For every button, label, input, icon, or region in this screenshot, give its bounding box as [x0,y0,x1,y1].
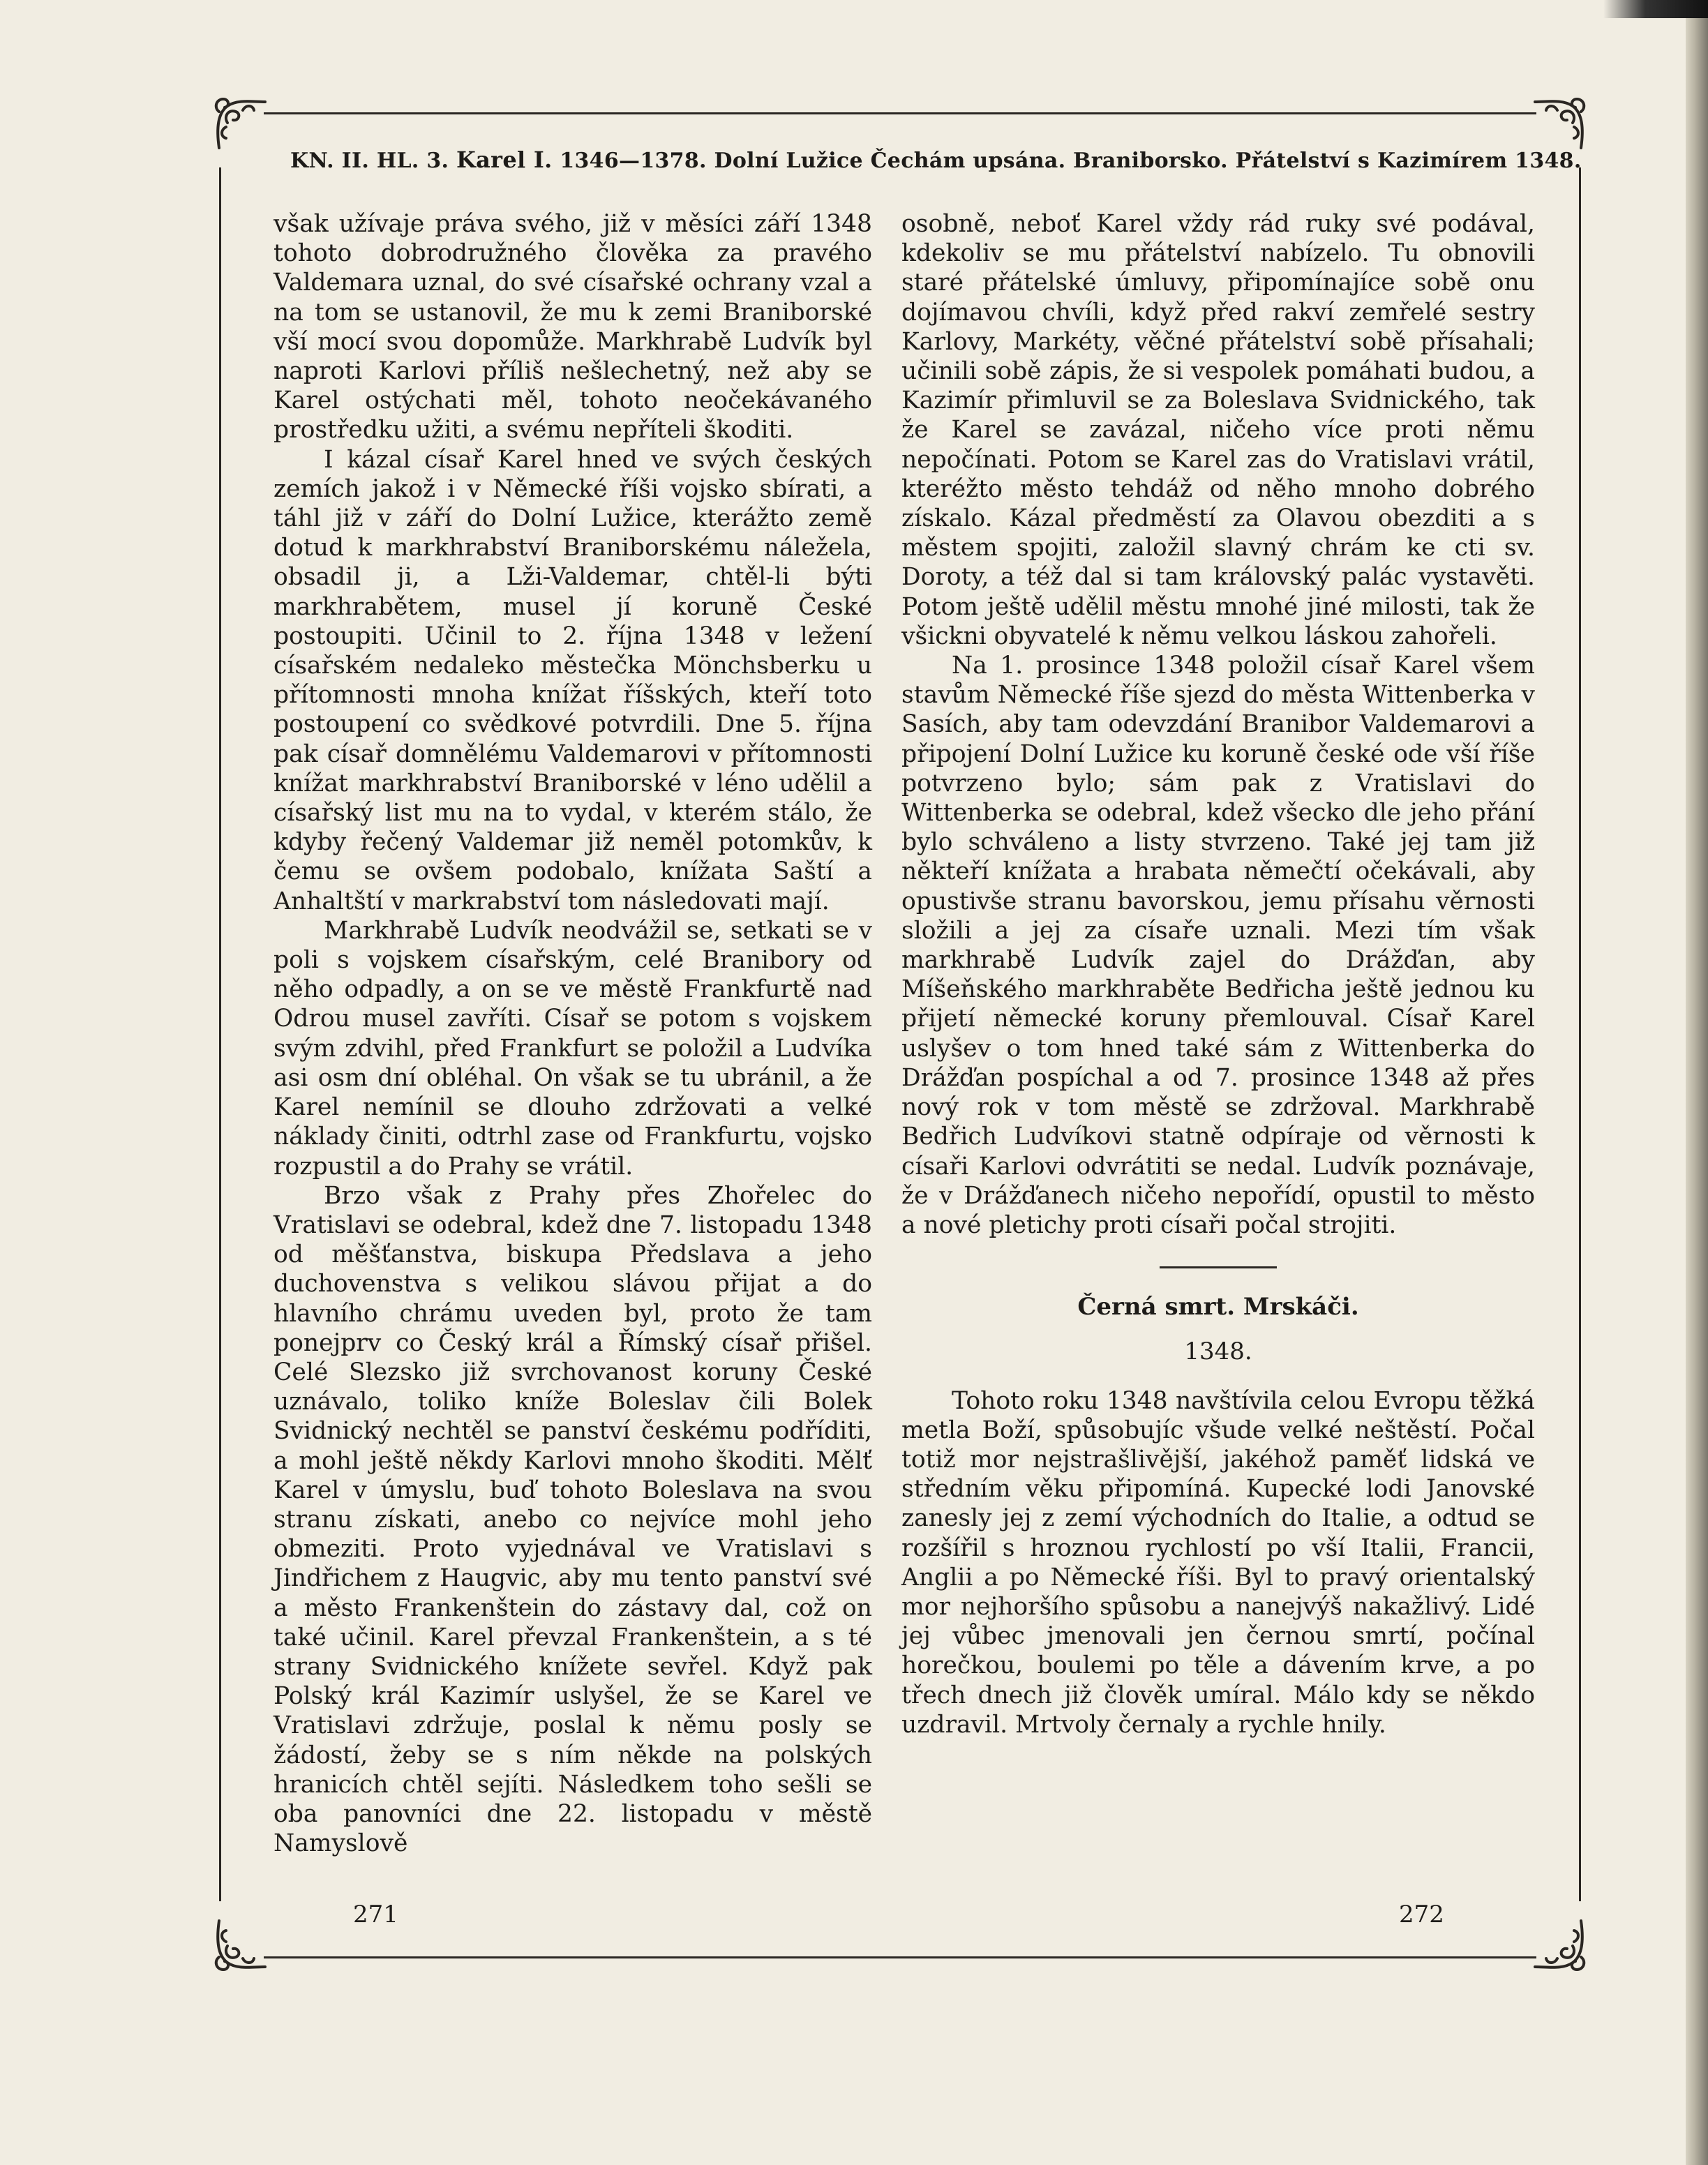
paragraph: osobně, neboť Karel vždy rád ruky své podával, kdekoliv se mu přátelství nabízelo. Tu obnovili staré přátelské úmluvy, připomínajíce sobě onu dojímavou chvíli, když před rakví zemřelé sestry Karlovy, Markéty, věčné přátelství sobě přísahali; učinili sobě zápis, že si vespolek pomáhati budou, a Kazimír přimluvil se za Boleslava Svidnického, tak že Karel se zavázal, ničeho více proti němu nepočínati. Potom se Karel zas do Vratislavi vrátil, kteréžto město tehdáž od něho mnoho dobrého získalo. Kázal předměstí za Olavou obezditi a s městem spojiti, založil slavný chrám ke cti sv. Doroty, a též dal si tam královský palác vystavěti. Potom ještě udělil městu mnohé jiné milosti, tak že všickni obyvatelé k němu velkou láskou zahořeli. [901,210,1535,650]
running-head-name: Karel I. [456,147,553,173]
section-title: Černá smrt. Mrskáči. [1077,1293,1359,1321]
binding-gutter [1686,0,1708,2165]
paragraph: Tohoto roku 1348 navštívila celou Evropu těžká metla Boží, spůsobujíc všude velké neštěstí. Počal totiž mor nejstrašlivější, jakéhož paměť lidská ve středním věku připomíná. Kupecké lodi Janovské zanesly jej z zemí východních do Italie, a odtud se rozšířil s hroznou rychlostí po vší Italii, Francii, Anglii a po Německé říši. Byl to pravý orientalský mor nejhoršího spůsobu a nanejvýš nakažlivý. Lidé jej vůbec jmenovali jen černou smrtí, počínal horečkou, boulemi po těle a dávením krve, a po třech dnech již člověk umíral. Málo kdy se někdo uzdravil. Mrtvoly černaly a rychle hnily. [901,1386,1535,1739]
frame-top-rule [264,112,1536,114]
frame-left-rule [219,167,221,1901]
frame-right-rule [1579,167,1581,1901]
frame-bottom-rule [264,1956,1536,1958]
left-column [274,209,872,1858]
corner-ornament-icon [1528,1914,1591,1977]
right-column [901,209,1535,1739]
page-number-right: 272 [1399,1901,1444,1928]
page-number-left: 271 [353,1901,398,1928]
paragraph: Brzo však z Prahy přes Zhořelec do Vratislavi se odebral, kdež dne 7. listopadu 1348 od měšťanstva, biskupa Předslava a jeho duchovenstva s velikou slávou přijat a do hlavního chrámu uveden byl, proto že tam ponejprv co Český král a Římský císař přišel. Celé Slezsko již svrchovanost koruny České uznávalo, toliko kníže Boleslav čili Bolek Svidnický nechtěl se panství českému podříditi, a mohl ještě někdy Karlovi mnoho škoditi. Mělť Karel v úmyslu, buď tohoto Boleslava na svou stranu získati, anebo co nejvíce mohl jeho obmeziti. Proto vyjednával ve Vratislavi s Jindřichem z Haugvic, aby mu tento panství své a město Frankenštein do zástavy dal, což on také učinil. Karel převzal Frankenštein, a s té strany Svidnického knížete sevřel. Když pak Polský král Kazimír uslyšel, že se Karel ve Vratislavi zdržuje, poslal k němu posly se žádostí, žeby se s ním někde na polských hranicích chtěl sejíti. Následkem toho sešli se oba panovníci dne 22. listopadu v městě Namyslově [274,1181,872,1858]
paragraph: I kázal císař Karel hned ve svých českých zemích jakož i v Německé říši vojsko sbírati, a táhl již v září do Dolní Lužice, kterážto země dotud k markhrabství Braniborskému náležela, obsadil ji, a Lži-Valdemar, chtěl-li býti markhrabětem, musel jí koruně České postoupiti. Učinil to 2. října 1348 v ležení císařském nedaleko městečka Mönchsberku u přítomnosti mnoha knížat říšských, kteří toto postoupení co svědkové potvrdili. Dne 5. října pak císař domnělému Valdemarovi v přítomnosti knížat markhrabství Braniborské v léno udělil a císařský list mu na to vydal, v kterém stálo, že kdyby řečený Valdemar již neměl potomkův, k čemu se ovšem podobalo, knížata Saští a Anhaltští v markrabství tom následovati mají. [274,445,872,915]
running-head-prefix: KN. II. HL. 3. [290,149,457,173]
running-head [290,147,1582,173]
binding-shadow [1603,0,1708,18]
corner-ornament-icon [209,92,272,155]
corner-ornament-icon [1528,92,1591,155]
running-head-rest: 1346—1378. Dolní Lužice Čechám upsána. Braniborsko. Přátelství s Kazimírem 1348. [552,149,1582,173]
paragraph: Na 1. prosince 1348 položil císař Karel všem stavům Německé říše sjezd do města Wittenberka v Sasích, aby tam odevzdání Branibor Valdemarovi a připojení Dolní Lužice ku koruně české ode vší říše potvrzeno bylo; sám pak z Vratislavi do Wittenberka se odebral, kdež všecko dle jeho přání bylo schváleno a listy stvrzeno. Také jej tam již někteří knížata a hrabata němečtí očekávali, aby opustivše stranu bavorskou, jemu přísahu věrnosti složili a jej za císaře uznali. Mezi tím však markhrabě Ludvík zajel do Drážďan, aby Míšeňského markhraběte Bedřicha ještě jednou ku přijetí německé koruny přemlouval. Císař Karel uslyšev o tom hned také sám z Wittenberka do Drážďan pospíchal a od 7. prosince 1348 až přes nový rok v tom městě se zdržoval. Markhrabě Bedřich Ludvíkovi statně odpíraje od věrnosti k císaři Karlovi odvrátiti se nedal. Ludvík poznávaje, že v Drážďanech ničeho nepořídí, opustil to město a nové pletichy proti císaři počal strojiti. [901,652,1535,1239]
corner-ornament-icon [209,1914,272,1977]
section-year: 1348. [1184,1338,1252,1366]
section-separator [1160,1266,1277,1268]
paragraph: Markhrabě Ludvík neodvážil se, setkati se v poli s vojskem císařským, celé Branibory od něho odpadly, a on se ve městě Frankfurtě nad Odrou musel zavříti. Císař se potom s vojskem svým zdvihl, před Frankfurt se položil a Ludvíka asi osm dní obléhal. On však se tu ubránil, a že Karel nemínil se dlouho zdržovati a velké náklady činiti, odtrhl zase od Frankfurtu, vojsko rozpustil a do Prahy se vrátil. [274,916,872,1181]
paragraph: však užívaje práva svého, již v měsíci září 1348 tohoto dobrodružného člověka za pravého Valdemara uznal, do své císařské ochrany vzal a na tom se ustanovil, že mu k zemi Braniborské vší mocí svou dopomůže. Markhrabě Ludvík byl naproti Karlovi příliš nešlechetný, než aby se Karel ostýchati měl, tohoto neočekávaného prostředku užiti, a svému nepříteli škoditi. [274,210,872,444]
